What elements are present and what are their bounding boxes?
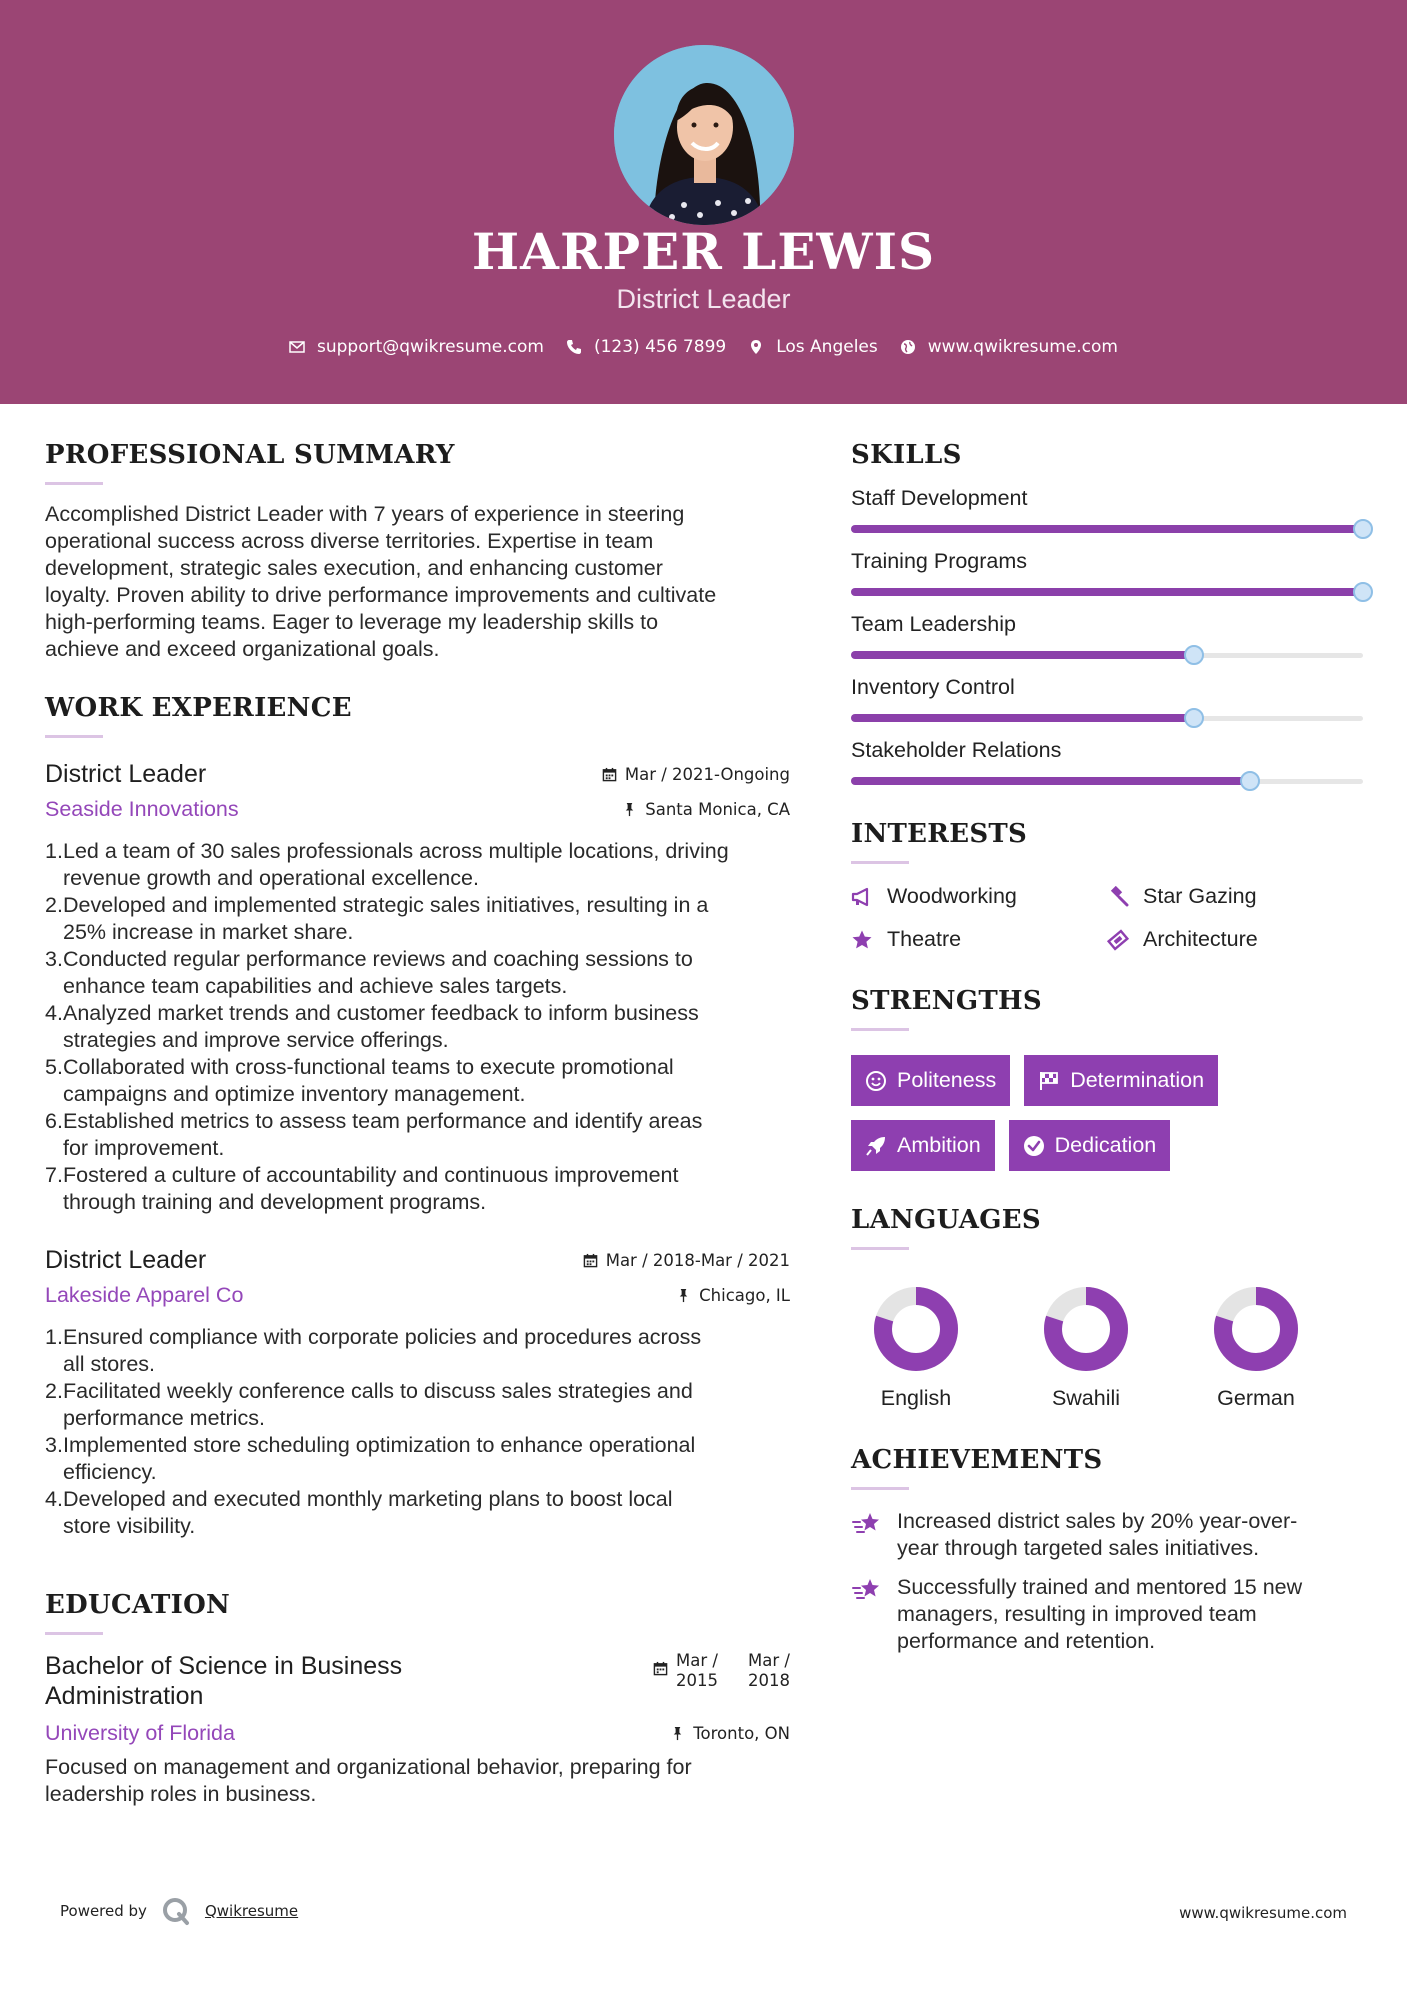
- summary-section: [45, 440, 790, 663]
- item-line: Developed and executed monthly marketing plans to boost local: [63, 1487, 673, 1511]
- header-banner: [0, 0, 1407, 404]
- item-line: store visibility.: [63, 1514, 196, 1538]
- languages-list: [851, 1286, 1363, 1411]
- school-location: [670, 1724, 790, 1743]
- item-line: 25% increase in market share.: [63, 920, 354, 944]
- achievement-line: managers, resulting in improved team: [897, 1602, 1257, 1626]
- candidate-role: District Leader: [616, 284, 791, 314]
- summary-line: achieve and exceed organizational goals.: [45, 637, 440, 661]
- item-line: Facilitated weekly conference calls to discuss sales strategies and: [63, 1379, 693, 1403]
- interests-list: [851, 884, 1363, 952]
- interest-label: Architecture: [1143, 927, 1258, 951]
- calendar-icon: [602, 767, 617, 782]
- strengths-heading: STRENGTHS: [851, 986, 1042, 1016]
- strength-chip: [1009, 1120, 1171, 1171]
- education-description: [45, 1754, 790, 1808]
- job-duties: [45, 1324, 790, 1540]
- language-donut: [1043, 1286, 1129, 1372]
- job-entry: [45, 760, 790, 1216]
- website-text: www.qwikresume.com: [927, 337, 1118, 357]
- contact-location: [748, 337, 878, 357]
- skill-item: [851, 486, 1363, 533]
- interest-item: [1107, 927, 1363, 952]
- interest-item: [1107, 884, 1363, 909]
- item-line: Led a team of 30 sales professionals across multiple locations, driving: [63, 839, 729, 863]
- heading-underline: [851, 1028, 909, 1031]
- education-heading: EDUCATION: [45, 1590, 231, 1620]
- language-item: [851, 1286, 981, 1411]
- email-text: support@qwikresume.com: [317, 337, 544, 357]
- item-number: 4.: [45, 1487, 63, 1511]
- languages-section: [851, 1205, 1363, 1411]
- strength-label: Politeness: [897, 1068, 997, 1092]
- experience-section: [45, 693, 790, 1540]
- item-line: revenue growth and operational excellence.: [63, 866, 479, 890]
- skills-heading: SKILLS: [851, 440, 962, 470]
- qwikresume-logo-icon: [161, 1896, 191, 1926]
- list-item: [45, 892, 790, 946]
- heading-underline: [851, 1247, 909, 1250]
- check-circle-icon: [1023, 1135, 1045, 1157]
- flag-icon: [1038, 1070, 1060, 1092]
- language-name: Swahili: [1051, 1386, 1121, 1410]
- skill-bar-fill: [851, 651, 1194, 659]
- skill-bar: [851, 777, 1363, 785]
- location-text: Los Angeles: [776, 337, 878, 357]
- skill-bar-knob: [1353, 519, 1373, 539]
- person-photo-icon: [614, 45, 794, 225]
- item-number: 1.: [45, 839, 63, 863]
- item-number: 6.: [45, 1109, 63, 1133]
- school-location-text: Toronto, ON: [693, 1724, 790, 1743]
- languages-heading: LANGUAGES: [851, 1205, 1041, 1235]
- strength-label: Determination: [1070, 1068, 1205, 1092]
- interests-heading: INTERESTS: [851, 819, 1028, 849]
- achievements-section: [851, 1445, 1363, 1655]
- item-number: 2.: [45, 893, 63, 917]
- skills-section: [851, 440, 1363, 785]
- list-item: [45, 1162, 790, 1216]
- candidate-name: HARPER LEWIS: [471, 222, 936, 281]
- list-item: [45, 1378, 790, 1432]
- achievement-line: year through targeted sales initiatives.: [897, 1536, 1260, 1560]
- shooting-star-icon: [851, 1510, 883, 1538]
- right-column: [851, 440, 1363, 1655]
- achievement-line: Increased district sales by 20% year-over-: [897, 1509, 1298, 1533]
- job-company: Lakeside Apparel Co: [45, 1283, 244, 1307]
- pushpin-icon: [670, 1726, 685, 1741]
- item-line: through training and development programs.: [63, 1190, 487, 1214]
- item-line: enhance team capabilities and achieve sales targets.: [63, 974, 568, 998]
- summary-line: Accomplished District Leader with 7 years of experience in steering: [45, 502, 685, 526]
- item-number: 1.: [45, 1325, 63, 1349]
- summary-line: operational success across diverse territories. Expertise in team: [45, 529, 654, 553]
- skill-item: [851, 738, 1363, 785]
- education-line: Focused on management and organizational behavior, preparing for: [45, 1755, 692, 1779]
- item-line: campaigns and optimize inventory management.: [63, 1082, 526, 1106]
- item-line: for improvement.: [63, 1136, 225, 1160]
- end-date: [748, 1651, 790, 1691]
- start-date: [676, 1651, 718, 1691]
- item-number: 7.: [45, 1163, 63, 1187]
- job-date-text: Mar / 2018-Mar / 2021: [605, 1251, 790, 1270]
- start-date-month: Mar /: [676, 1651, 718, 1670]
- heading-underline: [45, 735, 103, 738]
- item-line: all stores.: [63, 1352, 156, 1376]
- degree-line: Bachelor of Science in Business: [45, 1652, 403, 1680]
- heading-underline: [45, 1632, 103, 1635]
- list-item: [45, 1108, 790, 1162]
- item-line: Fostered a culture of accountability and continuous improvement: [63, 1163, 679, 1187]
- interest-label: Theatre: [887, 927, 962, 951]
- skill-bar-knob: [1240, 771, 1260, 791]
- item-line: Collaborated with cross-functional teams to execute promotional: [63, 1055, 674, 1079]
- skill-name: Inventory Control: [851, 675, 1015, 699]
- strength-chip: [851, 1120, 995, 1171]
- phone-icon: [566, 339, 582, 355]
- summary-line: loyalty. Proven ability to drive performance improvements and cultivate: [45, 583, 717, 607]
- end-date-month: Mar /: [748, 1651, 790, 1670]
- education-line: leadership roles in business.: [45, 1782, 317, 1806]
- powered-by-text: Powered by: [60, 1902, 147, 1920]
- skill-name: Stakeholder Relations: [851, 738, 1062, 762]
- end-date-year: 2018: [748, 1671, 790, 1690]
- contact-bar: [0, 337, 1407, 357]
- interest-label: Star Gazing: [1143, 884, 1257, 908]
- list-item: [45, 838, 790, 892]
- job-date: [602, 765, 790, 784]
- item-line: efficiency.: [63, 1460, 157, 1484]
- summary-line: high-performing teams. Eager to leverage my leadership skills to: [45, 610, 659, 634]
- experience-heading: WORK EXPERIENCE: [45, 693, 352, 723]
- list-item: [45, 1432, 790, 1486]
- language-donut: [1213, 1286, 1299, 1372]
- interest-item: [851, 884, 1107, 909]
- contact-email[interactable]: [289, 337, 544, 357]
- skill-item: [851, 549, 1363, 596]
- brand-link[interactable]: Qwikresume: [204, 1902, 299, 1920]
- strength-label: Ambition: [897, 1133, 981, 1157]
- skill-item: [851, 675, 1363, 722]
- skill-bar-fill: [851, 777, 1250, 785]
- summary-line: development, strategic sales execution, and enhancing customer: [45, 556, 663, 580]
- envelope-icon: [289, 339, 305, 355]
- job-location: [622, 800, 790, 819]
- skill-bar: [851, 651, 1363, 659]
- item-line: Analyzed market trends and customer feedback to inform business: [63, 1001, 699, 1025]
- achievements-heading: ACHIEVEMENTS: [851, 1445, 1103, 1475]
- job-company: Seaside Innovations: [45, 797, 239, 821]
- skill-bar: [851, 525, 1363, 533]
- rocket-icon: [865, 1135, 887, 1157]
- job-title: District Leader: [45, 1246, 207, 1274]
- degree-line: Administration: [45, 1682, 204, 1710]
- item-line: performance metrics.: [63, 1406, 265, 1430]
- list-item: [45, 1486, 790, 1540]
- job-title: District Leader: [45, 760, 207, 788]
- list-item: [45, 1324, 790, 1378]
- item-number: 2.: [45, 1379, 63, 1403]
- skill-bar-knob: [1184, 645, 1204, 665]
- skill-bar: [851, 588, 1363, 596]
- list-item: [45, 946, 790, 1000]
- job-location-text: Chicago, IL: [699, 1286, 790, 1305]
- strength-chip: [851, 1055, 1010, 1106]
- language-name: German: [1217, 1386, 1295, 1410]
- strength-chip: [1024, 1055, 1218, 1106]
- language-item: [1021, 1286, 1151, 1411]
- skill-bar-knob: [1184, 708, 1204, 728]
- contact-website[interactable]: [900, 337, 1118, 357]
- skill-name: Staff Development: [851, 486, 1028, 510]
- degree-title: [45, 1651, 465, 1711]
- strengths-list: [851, 1055, 1363, 1171]
- summary-text: [45, 501, 790, 663]
- item-line: Ensured compliance with corporate policies and procedures across: [63, 1325, 702, 1349]
- interest-label: Woodworking: [887, 884, 1017, 908]
- contact-phone[interactable]: [566, 337, 726, 357]
- shooting-star-icon: [851, 1576, 883, 1604]
- job-location-text: Santa Monica, CA: [645, 800, 790, 819]
- heading-underline: [851, 1487, 909, 1490]
- calendar-icon: [653, 1661, 668, 1676]
- achievement-line: performance and retention.: [897, 1629, 1156, 1653]
- pushpin-icon: [676, 1288, 691, 1303]
- map-pin-icon: [748, 339, 764, 355]
- left-column: [45, 440, 790, 1808]
- item-number: 5.: [45, 1055, 63, 1079]
- heading-underline: [45, 482, 103, 485]
- school-name: University of Florida: [45, 1721, 235, 1745]
- list-item: [45, 1054, 790, 1108]
- item-line: Developed and implemented strategic sales initiatives, resulting in a: [63, 893, 709, 917]
- language-item: [1191, 1286, 1321, 1411]
- item-number: 4.: [45, 1001, 63, 1025]
- footer-powered-by: [60, 1896, 298, 1926]
- heading-underline: [851, 861, 909, 864]
- skill-bar-fill: [851, 714, 1194, 722]
- skill-item: [851, 612, 1363, 659]
- item-line: Implemented store scheduling optimization to enhance operational: [63, 1433, 696, 1457]
- start-date-year: 2015: [676, 1671, 718, 1690]
- list-item: [45, 1000, 790, 1054]
- skill-bar-fill: [851, 588, 1363, 596]
- job-entry: [45, 1246, 790, 1540]
- skills-list: [851, 486, 1363, 785]
- ticket-icon: [1107, 929, 1129, 951]
- phone-text: (123) 456 7899: [593, 337, 727, 357]
- item-line: Conducted regular performance reviews and coaching sessions to: [63, 947, 693, 971]
- skill-bar-knob: [1353, 582, 1373, 602]
- skill-bar-fill: [851, 525, 1363, 533]
- megaphone-icon: [851, 886, 873, 908]
- interest-item: [851, 927, 1107, 952]
- profile-photo: [614, 45, 794, 225]
- job-location: [676, 1286, 790, 1305]
- job-date: [583, 1251, 790, 1270]
- skill-name: Training Programs: [851, 549, 1028, 573]
- item-number: 3.: [45, 1433, 63, 1457]
- job-duties: [45, 838, 790, 1216]
- globe-icon: [900, 339, 916, 355]
- skill-name: Team Leadership: [851, 612, 1016, 636]
- education-section: [45, 1590, 790, 1808]
- job-date-text: Mar / 2021-Ongoing: [624, 765, 790, 784]
- calendar-icon: [583, 1253, 598, 1268]
- item-line: strategies and improve service offerings.: [63, 1028, 449, 1052]
- interests-section: [851, 819, 1363, 952]
- language-donut: [873, 1286, 959, 1372]
- summary-heading: PROFESSIONAL SUMMARY: [45, 440, 455, 470]
- language-name: English: [880, 1386, 952, 1410]
- achievement-item: [851, 1508, 1363, 1562]
- smile-icon: [865, 1070, 887, 1092]
- achievement-item: [851, 1574, 1363, 1655]
- achievement-line: Successfully trained and mentored 15 new: [897, 1575, 1303, 1599]
- star-icon: [851, 929, 873, 951]
- skill-bar: [851, 714, 1363, 722]
- gavel-icon: [1107, 886, 1129, 908]
- pushpin-icon: [622, 802, 637, 817]
- strength-label: Dedication: [1054, 1133, 1157, 1157]
- strengths-section: [851, 986, 1363, 1171]
- item-number: 3.: [45, 947, 63, 971]
- education-dates: [653, 1651, 790, 1691]
- item-line: Established metrics to assess team performance and identify areas: [63, 1109, 703, 1133]
- footer-site-link[interactable]: www.qwikresume.com: [1179, 1904, 1347, 1922]
